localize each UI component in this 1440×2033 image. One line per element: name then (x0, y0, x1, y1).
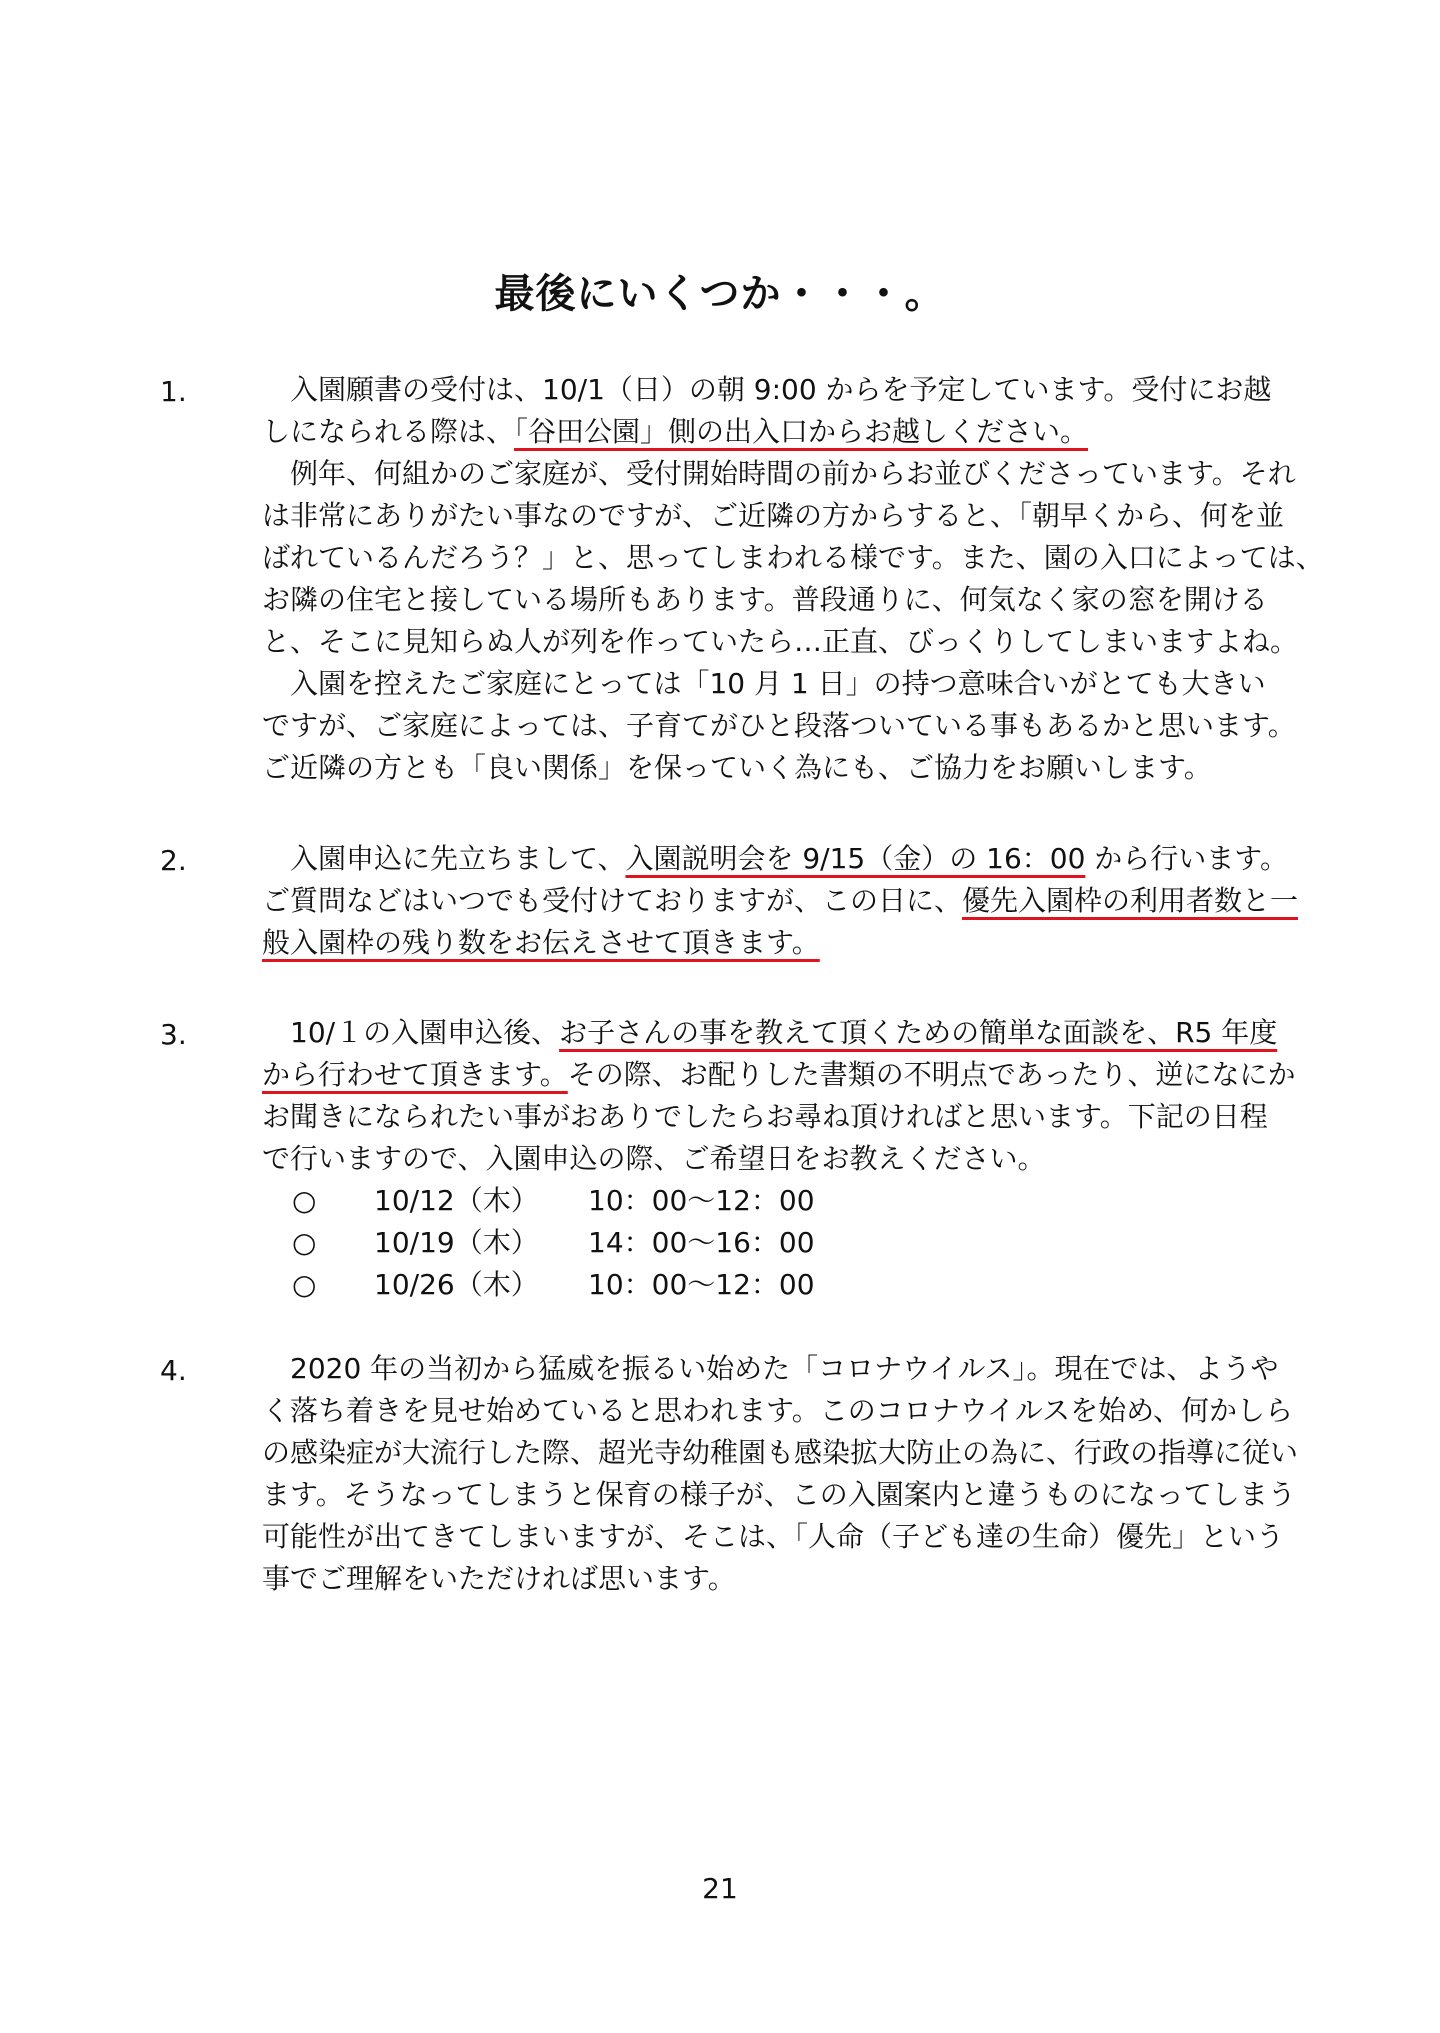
item-number-4: 4. (160, 1354, 187, 1387)
underlined-text: から行わせて頂きます。 (262, 1058, 568, 1091)
item-1-line-4 (262, 499, 1284, 533)
text-segment: 入園を控えたご家庭にとっては「10 月 1 日」の持つ意味合いがとても大きい (290, 667, 1266, 700)
text-segment: で行いますので、入園申込の際、ご希望日をお教えください。 (262, 1142, 1046, 1175)
text-segment: ご近隣の方とも「良い関係」を保っていく為にも、ご協力をお願いします。 (262, 751, 1212, 784)
text-segment: ですが、ご家庭によっては、子育てがひと段落ついている事もあるかと思います。 (262, 709, 1296, 742)
item-1-line-5 (262, 541, 1324, 575)
schedule-time: 10：00～12：00 (588, 1184, 815, 1217)
item-2-line-2 (262, 884, 1298, 918)
item-1-line-6 (262, 583, 1268, 617)
page-number: 21 (702, 1872, 738, 1905)
item-4-line-6 (262, 1562, 736, 1596)
underlined-text: 「谷田公園」側の出入口からお越しください。 (514, 415, 1089, 448)
text-segment: ご質問などはいつでも受付けておりますが、この日に、 (262, 884, 963, 917)
item-1-line-10 (262, 751, 1212, 785)
item-4-line-1 (290, 1352, 1278, 1386)
underlined-text: お子さんの事を教えて頂くための簡単な面談を、R5 年度 (559, 1016, 1278, 1049)
schedule-date: 10/12（木） (374, 1184, 539, 1217)
text-segment: 可能性が出てきてしまいますが、そこは、「人命（子ども達の生命）優先」という (262, 1520, 1285, 1553)
item-1-line-1 (290, 373, 1271, 407)
item-1-line-2 (262, 415, 1088, 449)
text-segment: 2020 年の当初から猛威を振るい始めた「コロナウイルス」。現在では、ようや (290, 1352, 1279, 1385)
item-4-line-2 (262, 1394, 1293, 1428)
item-2-line-1 (290, 842, 1288, 876)
item-3-line-3 (262, 1100, 1268, 1134)
item-4-line-5 (262, 1520, 1284, 1554)
text-segment: 事でご理解をいただければ思います。 (262, 1562, 736, 1595)
item-1-line-9 (262, 709, 1296, 743)
text-segment: その際、お配りした書類の不明点であったり、逆になにか (567, 1058, 1296, 1091)
text-segment: く落ち着きを見せ始めていると思われます。このコロナウイルスを始め、何かしら (262, 1394, 1293, 1427)
item-1-line-8 (290, 667, 1266, 701)
schedule-date: 10/26（木） (374, 1268, 539, 1301)
schedule-bullet: ○ (292, 1226, 317, 1259)
underlined-text: 入園説明会を 9/15（金）の 16：00 (625, 842, 1086, 875)
text-segment: は非常にありがたい事なのですが、ご近隣の方からすると、「朝早くから、何を並 (262, 499, 1285, 532)
text-segment: ばれているんだろう？」と、思ってしまわれる様です。また、園の入口によっては、 (262, 541, 1324, 574)
item-number-2: 2. (160, 844, 187, 877)
text-segment: と、そこに見知らぬ人が列を作っていたら…正直、びっくりしてしまいますよね。 (262, 625, 1299, 658)
underlined-text: 般入園枠の残り数をお伝えさせて頂きます。 (262, 926, 820, 959)
underlined-text: 優先入園枠の利用者数と一 (962, 884, 1299, 917)
text-segment: 入園願書の受付は、10/1（日）の朝 9:00 からを予定しています。受付にお越 (290, 373, 1272, 406)
item-number-3: 3. (160, 1018, 187, 1051)
text-segment: しになられる際は、 (262, 415, 515, 448)
item-3-line-1 (290, 1016, 1277, 1050)
item-2-line-3 (262, 926, 820, 960)
text-segment: お聞きになられたい事がおありでしたらお尋ね頂ければと思います。下記の日程 (262, 1100, 1268, 1133)
schedule-date: 10/19（木） (374, 1226, 539, 1259)
schedule-time: 10：00～12：00 (588, 1268, 815, 1301)
item-4-line-4 (262, 1478, 1296, 1512)
item-3-line-4 (262, 1142, 1045, 1176)
schedule-bullet: ○ (292, 1184, 317, 1217)
item-number-1: 1. (160, 375, 187, 408)
item-1-line-7 (262, 625, 1298, 659)
text-segment: から行います。 (1085, 842, 1289, 875)
text-segment: ます。そうなってしまうと保育の様子が、この入園案内と違うものになってしまう (262, 1478, 1296, 1511)
schedule-time: 14：00～16：00 (588, 1226, 815, 1259)
item-4-line-3 (262, 1436, 1298, 1470)
text-segment: 入園申込に先立ちまして、 (290, 842, 626, 875)
text-segment: 10/１の入園申込後、 (290, 1016, 560, 1049)
text-segment: 例年、何組かのご家庭が、受付開始時間の前からお並びくださっています。それ (290, 457, 1296, 490)
item-1-line-3 (290, 457, 1296, 491)
text-segment: の感染症が大流行した際、超光寺幼稚園も感染拡大防止の為に、行政の指導に従い (262, 1436, 1299, 1469)
item-3-line-2 (262, 1058, 1296, 1092)
text-segment: お隣の住宅と接している場所もあります。普段通りに、何気なく家の窓を開ける (262, 583, 1268, 616)
schedule-bullet: ○ (292, 1268, 317, 1301)
page-title: 最後にいくつか・・・。 (494, 271, 946, 317)
